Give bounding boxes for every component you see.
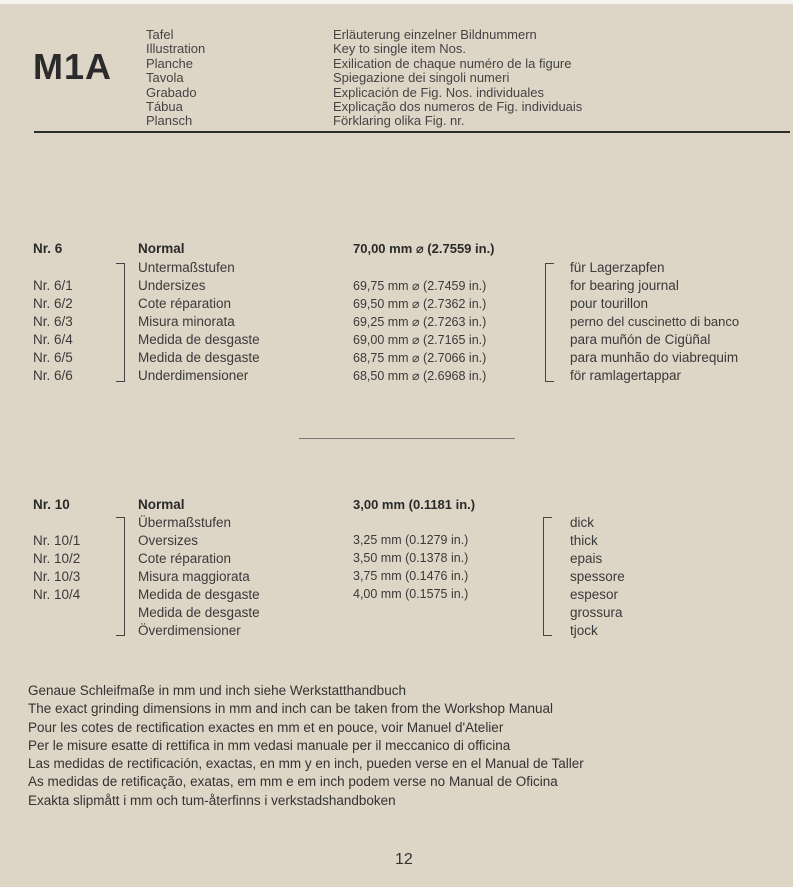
section2-left-bracket xyxy=(116,517,125,636)
section2-term: Oversizes xyxy=(138,533,199,548)
plate-label: Tavola xyxy=(146,70,184,86)
section2-translation: thick xyxy=(570,533,598,548)
header-description: Spiegazione dei singoli numeri xyxy=(333,70,510,86)
header-description-list xyxy=(333,28,582,129)
section1-term: Misura minorata xyxy=(138,314,235,329)
header-divider xyxy=(34,131,790,133)
note-line: Genaue Schleifmaße in mm und inch siehe Werkstatthandbuch xyxy=(28,683,406,698)
section1-normal-size: 70,00 mm ⌀ (2.7559 in.) xyxy=(353,241,495,256)
plate-label: Illustration xyxy=(146,41,206,57)
note-line: Exakta slipmått i mm och tum-återfinns i verkstadshandboken xyxy=(28,792,396,808)
section2-term: Cote réparation xyxy=(138,551,232,566)
section1-translation: för ramlagertappar xyxy=(570,368,682,383)
note-line: Per le misure esatte di rettifica in mm vedasi manuale per il meccanico di officina xyxy=(28,737,511,753)
header-description: Förklaring olika Fig. nr. xyxy=(333,113,465,129)
note-line: Las medidas de rectificación, exactas, en mm y en inch, pueden verse en el Manual de Taller xyxy=(28,756,584,772)
plate-label: Planche xyxy=(146,55,193,71)
section1-term: Undersizes xyxy=(138,278,206,293)
section2-normal-name: Normal xyxy=(138,497,185,512)
plate-label: Plansch xyxy=(146,113,193,129)
plate-label: Tábua xyxy=(146,99,183,115)
section1-item-size: 69,00 mm ⌀ (2.7165 in.) xyxy=(353,333,487,347)
section-divider xyxy=(299,438,515,439)
section2-right-bracket xyxy=(543,517,552,636)
section2-normal-size: 3,00 mm (0.1181 in.) xyxy=(353,497,476,512)
section1-item-size: 69,25 mm ⌀ (2.7263 in.) xyxy=(353,315,487,329)
section1-item-nr: Nr. 6/4 xyxy=(33,332,73,347)
plate-code: M1A xyxy=(33,46,113,87)
section2-translation: dick xyxy=(570,515,595,530)
section2-term: Übermaßstufen xyxy=(138,515,232,530)
note-line: The exact grinding dimensions in mm and inch can be taken from the Workshop Manual xyxy=(28,701,554,717)
section2-term: Medida de desgaste xyxy=(138,605,260,620)
page-number: 12 xyxy=(395,851,413,868)
header-description: Key to single item Nos. xyxy=(333,41,466,57)
section2-item-size: 3,50 mm (0.1378 in.) xyxy=(353,551,469,565)
section1-term: Medida de desgaste xyxy=(138,332,260,347)
section1-translation: pour tourillon xyxy=(570,296,649,311)
section1-term: Untermaßstufen xyxy=(138,260,235,275)
section2-item-nr: Nr. 10/2 xyxy=(33,551,81,566)
section1-item-nr: Nr. 6/6 xyxy=(33,368,73,383)
header-description: Explicação dos numeros de Fig. individuais xyxy=(333,99,583,115)
section1-item-size: 69,50 mm ⌀ (2.7362 in.) xyxy=(353,297,487,311)
section2-item-nr: Nr. 10/3 xyxy=(33,569,81,584)
section2-item-size: 4,00 mm (0.1575 in.) xyxy=(353,587,469,601)
section2-translation: epais xyxy=(570,551,603,566)
top-margin xyxy=(0,0,793,4)
section1-normal-nr: Nr. 6 xyxy=(33,241,63,256)
section1-translation: for bearing journal xyxy=(570,278,679,293)
grinding-notes xyxy=(28,682,584,810)
section1-left-bracket xyxy=(116,263,125,382)
section2-term: Misura maggiorata xyxy=(138,569,250,584)
header-description: Explicación de Fig. Nos. individuales xyxy=(333,84,544,100)
section2-term: Medida de desgaste xyxy=(138,587,260,602)
section1-term: Cote réparation xyxy=(138,296,232,311)
section1-term: Medida de desgaste xyxy=(138,350,260,365)
section1-item-nr: Nr. 6/3 xyxy=(33,314,73,329)
section1-item-nr: Nr. 6/5 xyxy=(33,350,73,365)
section2-translation: grossura xyxy=(570,605,623,620)
section2-item-size: 3,75 mm (0.1476 in.) xyxy=(353,569,469,583)
header-description: Exilication de chaque numéro de la figure xyxy=(333,55,572,71)
section2-item-size: 3,25 mm (0.1279 in.) xyxy=(353,533,469,547)
section1-translation: para munhão do viabrequim xyxy=(570,350,739,365)
section1-item-nr: Nr. 6/1 xyxy=(33,278,73,293)
section2-translation: tjock xyxy=(570,623,598,638)
section1-translation: perno del cuscinetto di banco xyxy=(570,314,740,329)
section2-item-nr: Nr. 10/4 xyxy=(33,587,81,602)
plate-label-list xyxy=(146,28,205,129)
note-line: Pour les cotes de rectification exactes en mm et en pouce, voir Manuel d'Atelier xyxy=(28,719,504,735)
section2-translation: espesor xyxy=(570,587,619,602)
section1-item-size: 68,50 mm ⌀ (2.6968 in.) xyxy=(353,369,487,383)
section1-translation: para muñón de Cigüñal xyxy=(570,332,711,347)
plate-label: Tafel xyxy=(146,27,174,42)
plate-label: Grabado xyxy=(146,84,197,100)
section1-item-size: 68,75 mm ⌀ (2.7066 in.) xyxy=(353,351,487,365)
section1-translation: für Lagerzapfen xyxy=(570,260,665,275)
section1-term: Underdimensioner xyxy=(138,368,249,383)
section1-item-nr: Nr. 6/2 xyxy=(33,296,73,311)
section2-term: Överdimensioner xyxy=(138,623,241,638)
section1-right-bracket xyxy=(545,263,554,382)
section1-item-size: 69,75 mm ⌀ (2.7459 in.) xyxy=(353,279,487,293)
section2-normal-nr: Nr. 10 xyxy=(33,497,70,512)
note-line: As medidas de retificação, exatas, em mm e em inch podem verse no Manual de Oficina xyxy=(28,774,558,790)
section2-item-nr: Nr. 10/1 xyxy=(33,533,81,548)
section1-normal-name: Normal xyxy=(138,241,185,256)
header-description: Erläuterung einzelner Bildnummern xyxy=(333,27,537,42)
section2-translation: spessore xyxy=(570,569,625,584)
